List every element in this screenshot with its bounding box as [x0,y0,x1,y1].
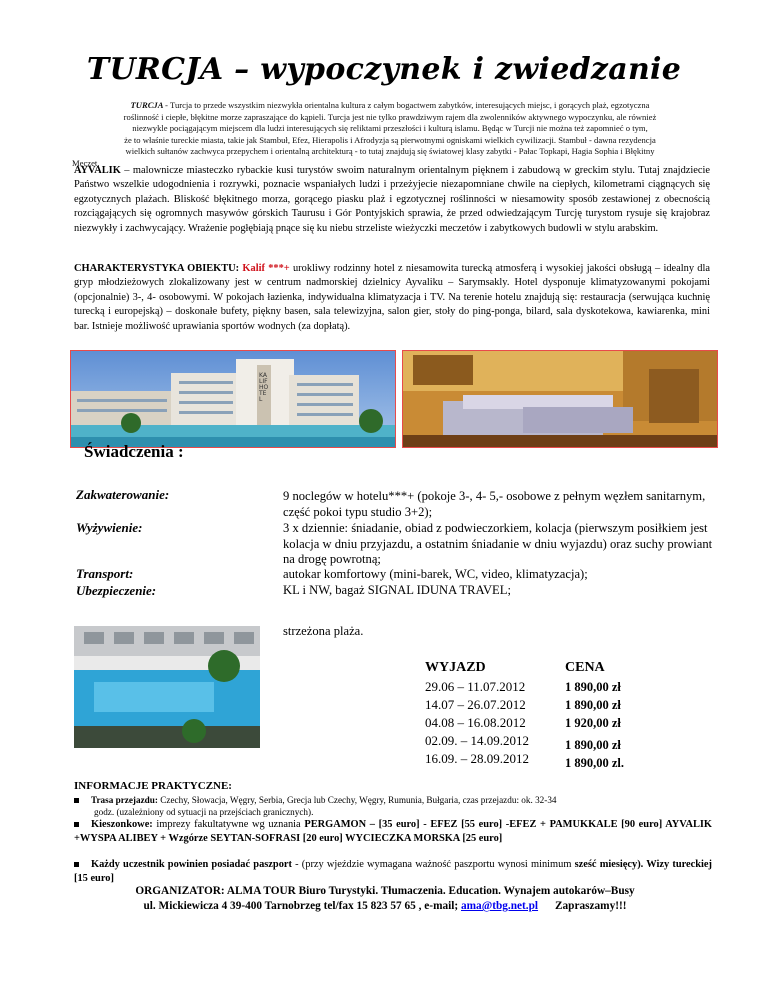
meals-value: 3 x dziennie: śniadanie, obiad z podwieczorkiem, kolacja (pierwszym posiłkiem jest kolacja w dniu przyjazdu, a ostatnim śniadanie w dniu wyjazdu) oraz suchy prowiant na drogę powrotną; [283,521,713,567]
info-heading: INFORMACJE PRAKTYCZNE: [74,780,232,792]
info-item-text: godz. (uzależniony od sytuacji na przejściach granicznych). [94,807,314,817]
hotel-sign: KALIF HOTEL [259,372,269,403]
transport-label: Transport: [76,566,134,581]
services-heading: Świadczenia : [84,442,184,461]
accommodation-label: Zakwaterowanie: [76,487,170,502]
info-item-text: Czechy, Słowacja, Węgry, Serbia, Grecja lub Czechy, Węgry, Rumunia, Bułgaria, czas przejazdu: ok. 32-34 [157,795,557,805]
bullet-icon [74,798,79,803]
hotel-paragraph [74,262,710,334]
departure-date: 16.09. – 28.09.2012 [425,751,529,766]
intro-line: Turcja to przede wszystkim niezwykła orientalna kultura z całym bogactwem zabytków, interesujących miejsc, i gorących plaż, egzotyczna [170,100,650,110]
bullet-icon [74,822,79,827]
insurance-label: Ubezpieczenie: [76,583,157,598]
price-heading: CENA [565,660,605,675]
hotel-room-image [403,351,717,447]
ayvalik-lead: AYVALIK [74,165,121,176]
hotel-text: urokliwy rodzinny hotel z niesamowita turecką atmosferą i wysokiej jakości obsługą – idealny dla gryp młodzieżowych zlokalizowany jest w centrum nadmorskiej dzielnicy Ayvaliku – Sarymsakly. Hotel dysponuje klimatyzowanymi pokojami (opcjonalnie) 3-, 4- osobowymi. W pokojach łazienka, indywidualna klimatyzacja i TV. Na terenie hotelu znajdują się: restauracja (serwująca kuchnię turecką i europejską) – doskonałe bufety, piękny basen, sala telewizyjna, salon gier, stoły do ping-ponga, bilard, sala dyskotekowa, kawiarenka, mini bar. Istnieje możliwość uprawiania sportów wodnych (za dopłatą). [74,263,710,332]
hotel-name: Kalif ***+ [242,263,290,274]
ayvalik-paragraph [74,164,710,236]
hotel-room-photo [402,350,718,448]
email-link[interactable]: ama@tbg.net.pl [461,900,539,912]
intro-lead: TURCJA - [130,100,168,110]
insurance-value: KL i NW, bagaż SIGNAL IDUNA TRAVEL; [283,583,511,597]
intro-paragraph [72,100,708,170]
guide-value: strzeżona plaża. [283,624,364,638]
info-item-route [74,794,712,818]
info-item-text: imprezy fakultatywne wg uznania [152,819,305,830]
page-title: TURCJA – wypoczynek i zwiedzanie [86,52,682,87]
bullet-icon [74,862,79,867]
meals-label: Wyżywienie: [76,520,143,535]
accommodation-value: 9 noclegów w hotelu***+ (pokoje 3-, 4- 5,- osobowe z pełnym węzłem sanitarnym, część pokoi typu studio 3+2); [283,489,706,519]
price-value: 1 890,00 zł [565,698,621,712]
departure-date: 02.09. – 14.09.2012 [425,733,529,748]
departure-heading: WYJAZD [425,660,486,675]
organizer-address: ul. Mickiewicza 4 39-400 Tarnobrzeg tel/fax 15 823 57 65 , e-mail; [143,900,461,912]
intro-line: niezwykle pociągającym miejscem dla ludzi interesujących się reliktami przeszłości i kulturą islamu. Będąc w Turcji nie można też zapomnieć o tym, [132,123,648,134]
organizer-line: ORGANIZATOR: ALMA TOUR Biuro Turystyki. Tłumaczenia. Education. Wynajem autokarów–Busy [135,885,635,897]
departure-date: 04.08 – 16.08.2012 [425,715,526,730]
info-item-passport [74,858,712,885]
hotel-lead: CHARAKTERYSTYKA OBIEKTU: [74,263,240,274]
price-value: 1 920,00 zł [565,716,621,730]
pool-image [74,626,260,748]
intro-line: Meczet. [72,157,100,168]
info-item-lead: Każdy uczestnik powinien posiadać paszport [91,859,292,870]
departure-date: 29.06 – 11.07.2012 [425,679,526,694]
intro-line: wielkich sułtanów zachwyca przepychem i orientalną architekturą - to tutaj znajdują się światowej klasy zabytki - Pałac Topkapi, Hagia Sophia i Błękitny [125,146,655,157]
transport-value: autokar komfortowy (mini-barek, WC, video, klimatyzacja); [283,567,588,581]
hotel-exterior-photo [70,350,396,448]
info-item-pocket-money [74,818,712,845]
departure-date: 14.07 – 26.07.2012 [425,697,526,712]
hotel-exterior-image [71,351,395,447]
organizer-block [60,884,710,914]
price-value: 1 890,00 zł [565,680,621,694]
info-item-text: - (przy wjeździe wymagana ważność paszportu wynosi minimum [291,859,575,870]
info-item-text: sześć miesięcy). Wizy tureckiej [15 euro] [74,859,712,884]
ayvalik-text: – malownicze miasteczko rybackie kusi turystów swoim naturalnym orientalnym pięknem i zabudową w greckim stylu. Tutaj znajdziecie Państwo wszelkie udogodnienia i rozrywki, poznacie wspaniałych ludzi i przeżyjecie niezapomniane chwile na ciepłych, kilometrami ciągnących się egzotycznych plażach. Bliskość błękitnego morza, gorącego piasku plaż i egzotycznej roślinności w niesamowity sposób zestawionej z obecnością rozciągających się ogromnych masywów górskich Taurusu i Gór Pontyjskich sprawia, że przed odwiedzającym Turcję turystom rysuje się krajobraz niezwykły i zachwycający. Wrażenie pogłębiają pnące się ku niebu strzeliste wieżyczki meczetów i zabytkowych budowli w stylu arabskim. [74,165,710,234]
price-value: 1 890,00 zł [565,738,621,752]
intro-line: że to właśnie tureckie miasta, takie jak Stambuł, Efez, Hierapolis i Afrodyzja są pierwotnymi ogniskami wielkich cywilizacji. Stambuł - dawna rezydencja [124,134,656,145]
intro-line: roślinność i ciepłe, błękitne morze zapraszające do kąpieli. Turcja jest nie tylko prawdziwym rajem dla zwolenników aktywnego wypoczynku, ale również [123,111,657,122]
info-item-text: PERGAMON – [35 euro] - EFEZ [55 euro] -EFEZ + PAMUKKALE [90 euro] AYVALIK +WYSPA ALIBEY + Wzgórze SEYTAN-SOFRASI [20 euro] WYCIECZKA MORSKA [25 euro] [74,819,713,844]
info-item-lead: Kieszonkowe: [91,819,153,830]
organizer-closing: Zapraszamy!!! [538,900,627,912]
pool-photo [74,626,260,748]
info-item-lead: Trasa przejazdu: [91,795,158,805]
price-value: 1 890,00 zl. [565,756,625,770]
